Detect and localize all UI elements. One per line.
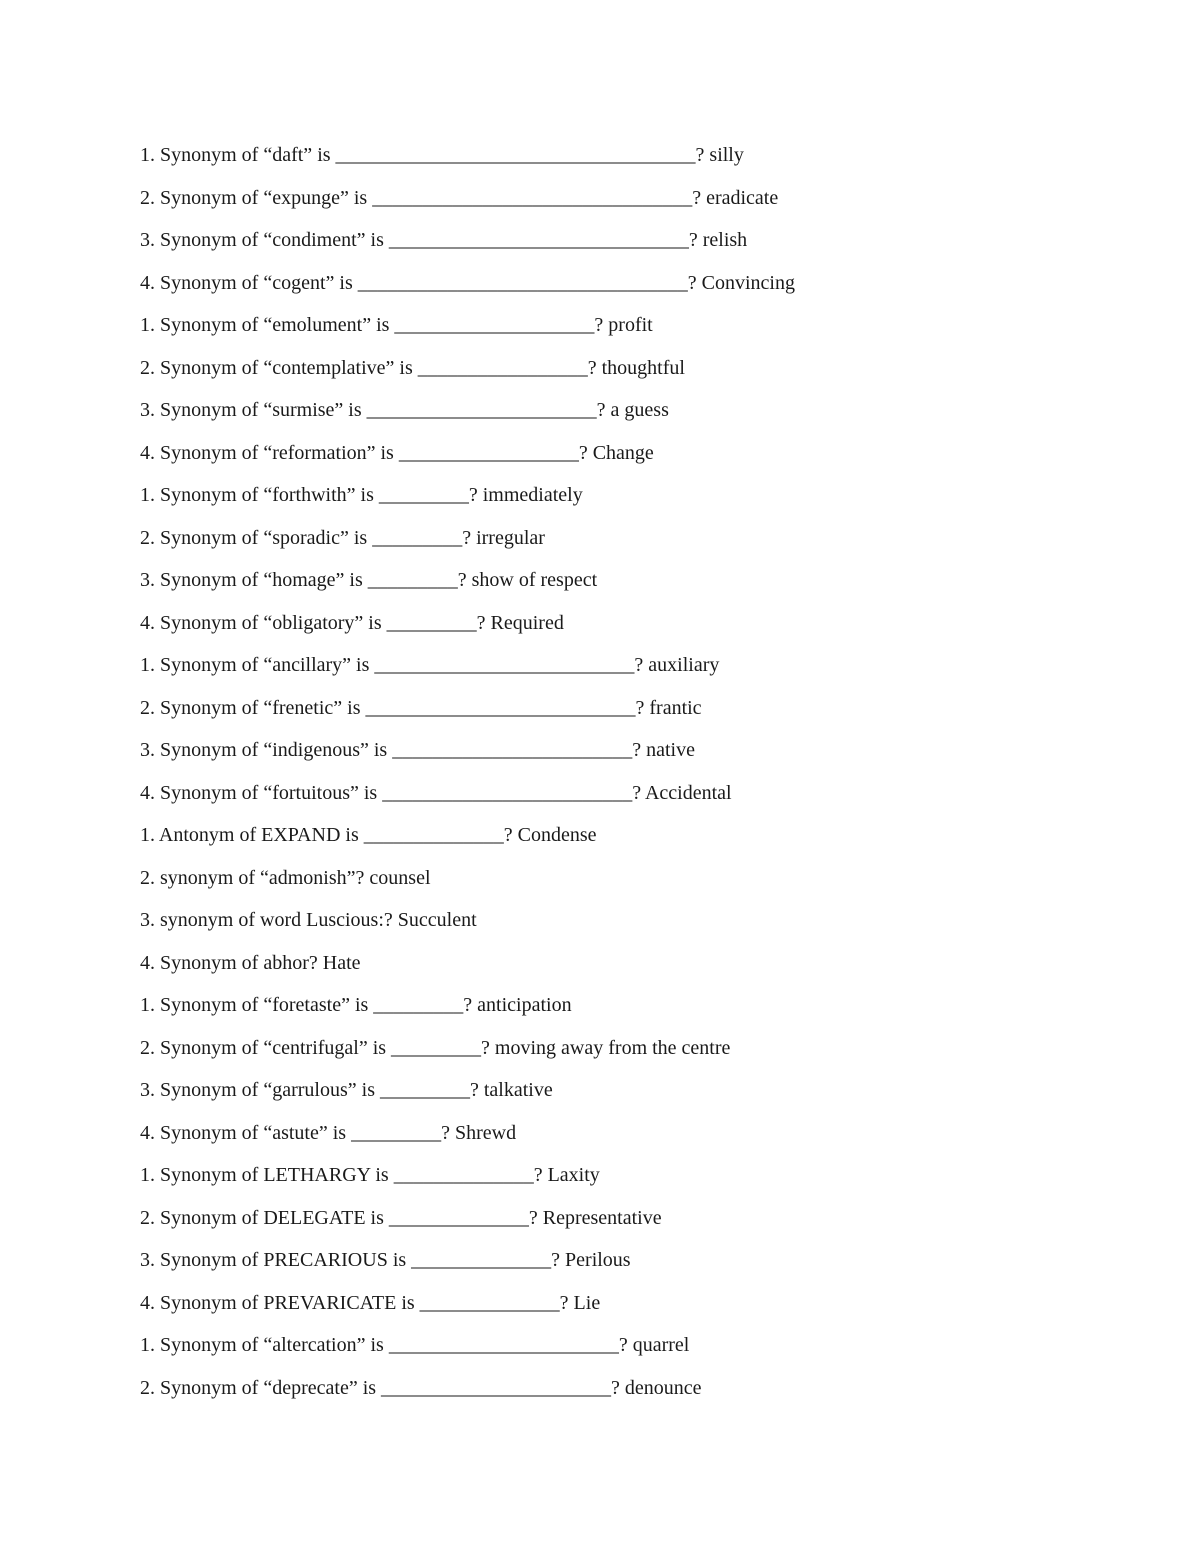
- question-line: 1. Synonym of “foretaste” is _________? anticipation: [140, 994, 572, 1016]
- question-line: 1. Synonym of “forthwith” is _________? immediately: [140, 484, 583, 506]
- question-line: 3. synonym of word Luscious:? Succulent: [140, 909, 477, 931]
- question-line: 1. Synonym of LETHARGY is ______________? Laxity: [140, 1164, 600, 1186]
- question-line: 1. Synonym of “daft” is ____________________________________? silly: [140, 144, 744, 166]
- question-line: 3. Synonym of “indigenous” is ________________________? native: [140, 739, 695, 761]
- question-line: 4. Synonym of “reformation” is __________________? Change: [140, 441, 654, 464]
- question-line: 4. Synonym of PREVARICATE is ______________? Lie: [140, 1291, 601, 1314]
- question-line: 1. Synonym of “emolument” is ____________________? profit: [140, 314, 653, 336]
- question-line: 2. Synonym of “contemplative” is _________________? thoughtful: [140, 356, 685, 379]
- question-line: 3. Synonym of “garrulous” is _________? talkative: [140, 1079, 553, 1101]
- question-line: 2. Synonym of “deprecate” is _______________________? denounce: [140, 1376, 702, 1399]
- question-line: 4. Synonym of “obligatory” is _________? Required: [140, 611, 564, 634]
- question-line: 1. Synonym of “altercation” is _______________________? quarrel: [140, 1334, 690, 1356]
- question-line: 4. Synonym of “fortuitous” is _________________________? Accidental: [140, 781, 732, 804]
- question-line: 4. Synonym of abhor? Hate: [140, 951, 361, 974]
- question-line: 3. Synonym of “condiment” is ______________________________? relish: [140, 229, 748, 251]
- question-line: 2. Synonym of “expunge” is ________________________________? eradicate: [140, 186, 779, 209]
- question-line: 4. Synonym of “astute” is _________? Shrewd: [140, 1121, 517, 1144]
- question-line: 2. Synonym of “centrifugal” is _________? moving away from the centre: [140, 1036, 731, 1059]
- question-line: 1. Synonym of “ancillary” is __________________________? auxiliary: [140, 654, 720, 676]
- question-line: 2. Synonym of “sporadic” is _________? irregular: [140, 526, 545, 549]
- question-line: 3. Synonym of “surmise” is _______________________? a guess: [140, 399, 669, 421]
- question-line: 4. Synonym of “cogent” is _________________________________? Convincing: [140, 271, 795, 294]
- question-list: [140, 141, 1140, 1416]
- question-line: 2. synonym of “admonish”? counsel: [140, 866, 431, 889]
- question-line: 3. Synonym of “homage” is _________? show of respect: [140, 569, 598, 591]
- question-line: 2. Synonym of “frenetic” is ___________________________? frantic: [140, 696, 702, 719]
- question-line: 2. Synonym of DELEGATE is ______________? Representative: [140, 1206, 662, 1229]
- question-line: 1. Antonym of EXPAND is ______________? Condense: [140, 824, 597, 846]
- question-line: 3. Synonym of PRECARIOUS is ______________? Perilous: [140, 1249, 631, 1271]
